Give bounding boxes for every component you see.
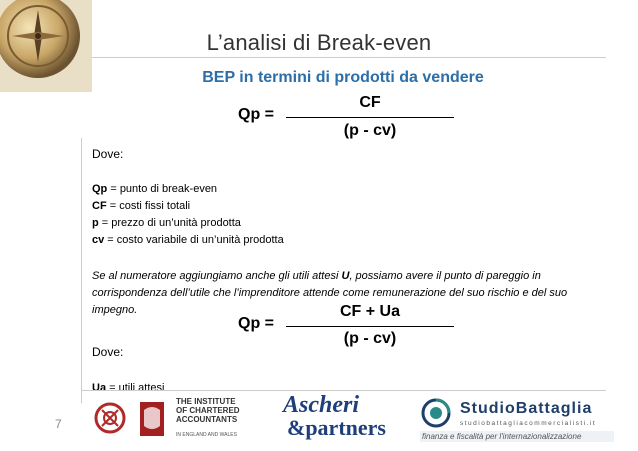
paragraph-text: , possiamo avere il punto di pareggio in corrispondenza dell’utile che l’imprenditore attende come remunerazione del suo rischio e del suo impegno. xyxy=(92,270,568,316)
definition-text: = costo variabile di un’unità prodotta xyxy=(104,234,284,246)
fraction-line xyxy=(286,326,454,327)
definition-text: = prezzo di un’unità prodotta xyxy=(98,217,241,229)
definitions-list xyxy=(92,181,602,249)
dove-label: Dove: xyxy=(92,147,124,161)
definition-term: p xyxy=(92,217,99,229)
definition-term: Qp xyxy=(92,183,108,195)
icaew-name xyxy=(176,397,246,424)
fraction-line xyxy=(286,117,454,118)
paragraph-text: Se al numeratore aggiungiamo anche gli utili attesi xyxy=(92,270,342,282)
slide-subtitle: BEP in termini di prodotti da vendere xyxy=(202,69,484,86)
ascheri-line: Ascheri xyxy=(283,392,360,418)
formula-denominator: (p - cv) xyxy=(343,122,397,139)
dove-label: Dove: xyxy=(92,345,124,359)
content-left-border xyxy=(81,138,82,403)
definition-term: CF xyxy=(92,200,107,212)
ascheri-logo xyxy=(283,393,386,439)
title-divider xyxy=(92,57,606,58)
paragraph-term: U xyxy=(341,270,350,282)
studio-name: StudioBattaglia xyxy=(460,400,593,417)
icaew-line: THE INSTITUTE xyxy=(176,397,236,406)
definition-text: = punto di break-even xyxy=(107,183,218,195)
formula-lhs: Qp = xyxy=(238,106,275,123)
icaew-line: OF CHARTERED xyxy=(176,406,240,415)
definition-text: = costi fissi totali xyxy=(106,200,191,212)
studio-battaglia-icon xyxy=(420,398,456,430)
definition-term: Ua xyxy=(92,382,107,394)
studio-battaglia-logo xyxy=(420,398,597,441)
footer-divider xyxy=(81,390,606,391)
definition-item xyxy=(92,181,602,198)
icaew-tagline: IN ENGLAND AND WALES xyxy=(176,432,237,438)
formula-lhs: Qp = xyxy=(238,315,275,332)
formula-numerator: CF + Ua xyxy=(339,303,400,320)
page-title: L’analisi di Break-even xyxy=(206,30,432,55)
icaew-line: ACCOUNTANTS xyxy=(176,415,238,424)
page-number: 7 xyxy=(55,417,62,431)
formula-bep xyxy=(238,92,458,152)
ascheri-line: &partners xyxy=(287,415,386,440)
definition-item xyxy=(92,232,602,249)
definition-text: = utili attesi xyxy=(106,382,165,394)
formula-numerator: CF xyxy=(359,94,381,111)
definition-term: cv xyxy=(92,234,105,246)
formula-denominator: (p - cv) xyxy=(343,330,397,347)
studio-url: studiobattagliacommercialisti.it xyxy=(460,420,597,427)
studio-tagline: finanza e fiscalità per l'internazionalizzazione xyxy=(420,431,614,442)
definition-item xyxy=(92,215,602,232)
definition-item xyxy=(92,198,602,215)
